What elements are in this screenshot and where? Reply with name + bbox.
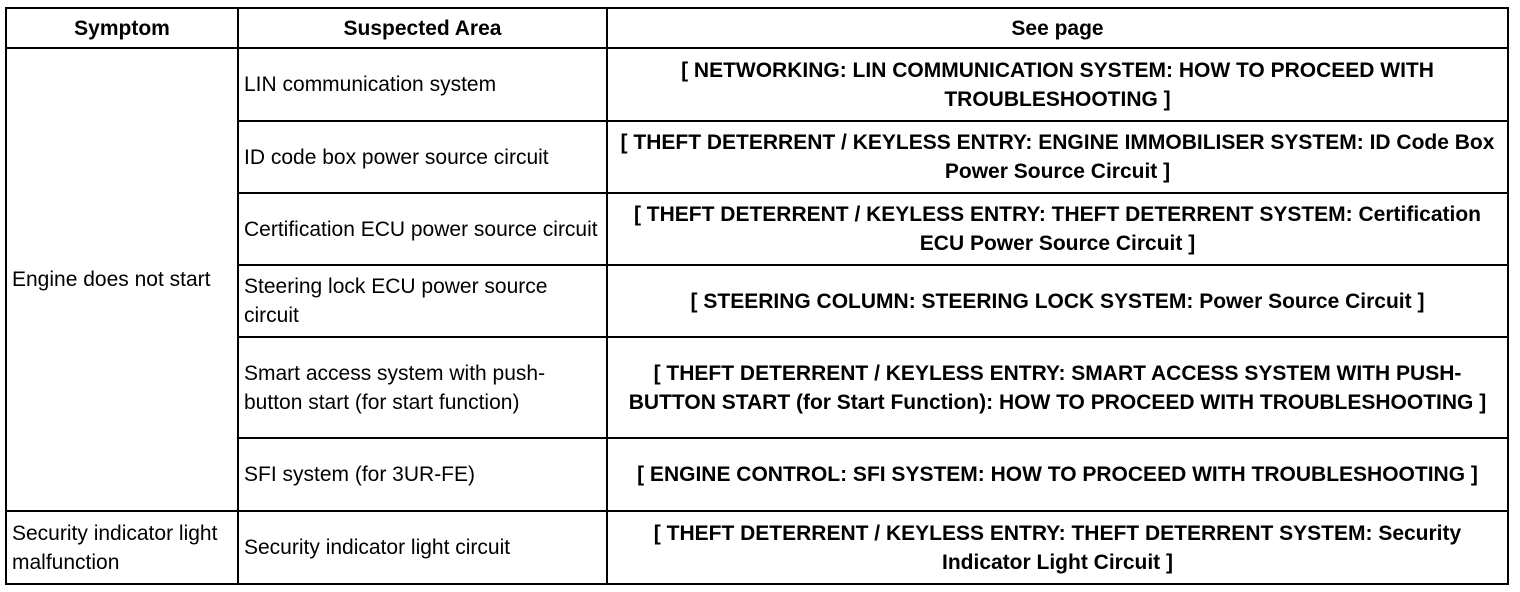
suspected-area-cell: ID code box power source circuit	[238, 121, 607, 193]
table-row	[6, 48, 1508, 121]
see-page-link[interactable]: [ THEFT DETERRENT / KEYLESS ENTRY: THEFT DETERRENT SYSTEM: Certification ECU Power Source Circuit ]	[607, 193, 1508, 265]
see-page-link[interactable]: [ ENGINE CONTROL: SFI SYSTEM: HOW TO PROCEED WITH TROUBLESHOOTING ]	[607, 438, 1508, 511]
see-page-link[interactable]: [ STEERING COLUMN: STEERING LOCK SYSTEM: Power Source Circuit ]	[607, 265, 1508, 337]
header-see-page: See page	[607, 8, 1508, 48]
see-page-link[interactable]: [ NETWORKING: LIN COMMUNICATION SYSTEM: HOW TO PROCEED WITH TROUBLESHOOTING ]	[607, 48, 1508, 121]
suspected-area-cell: LIN communication system	[238, 48, 607, 121]
table-row	[6, 511, 1508, 584]
see-page-link[interactable]: [ THEFT DETERRENT / KEYLESS ENTRY: ENGINE IMMOBILISER SYSTEM: ID Code Box Power Source Circuit ]	[607, 121, 1508, 193]
suspected-area-cell: Steering lock ECU power source circuit	[238, 265, 607, 337]
symptom-cell: Security indicator light malfunction	[6, 511, 238, 584]
suspected-area-cell: Smart access system with push-button start (for start function)	[238, 337, 607, 438]
troubleshooting-table	[5, 7, 1509, 585]
suspected-area-cell: SFI system (for 3UR-FE)	[238, 438, 607, 511]
symptom-cell: Engine does not start	[6, 48, 238, 511]
header-suspected-area: Suspected Area	[238, 8, 607, 48]
table-header-row	[6, 8, 1508, 48]
suspected-area-cell: Certification ECU power source circuit	[238, 193, 607, 265]
see-page-link[interactable]: [ THEFT DETERRENT / KEYLESS ENTRY: THEFT DETERRENT SYSTEM: Security Indicator Light Circuit ]	[607, 511, 1508, 584]
header-symptom: Symptom	[6, 8, 238, 48]
suspected-area-cell: Security indicator light circuit	[238, 511, 607, 584]
see-page-link[interactable]: [ THEFT DETERRENT / KEYLESS ENTRY: SMART ACCESS SYSTEM WITH PUSH-BUTTON START (for Start Function): HOW TO PROCEED WITH TROUBLESHOOTING ]	[607, 337, 1508, 438]
